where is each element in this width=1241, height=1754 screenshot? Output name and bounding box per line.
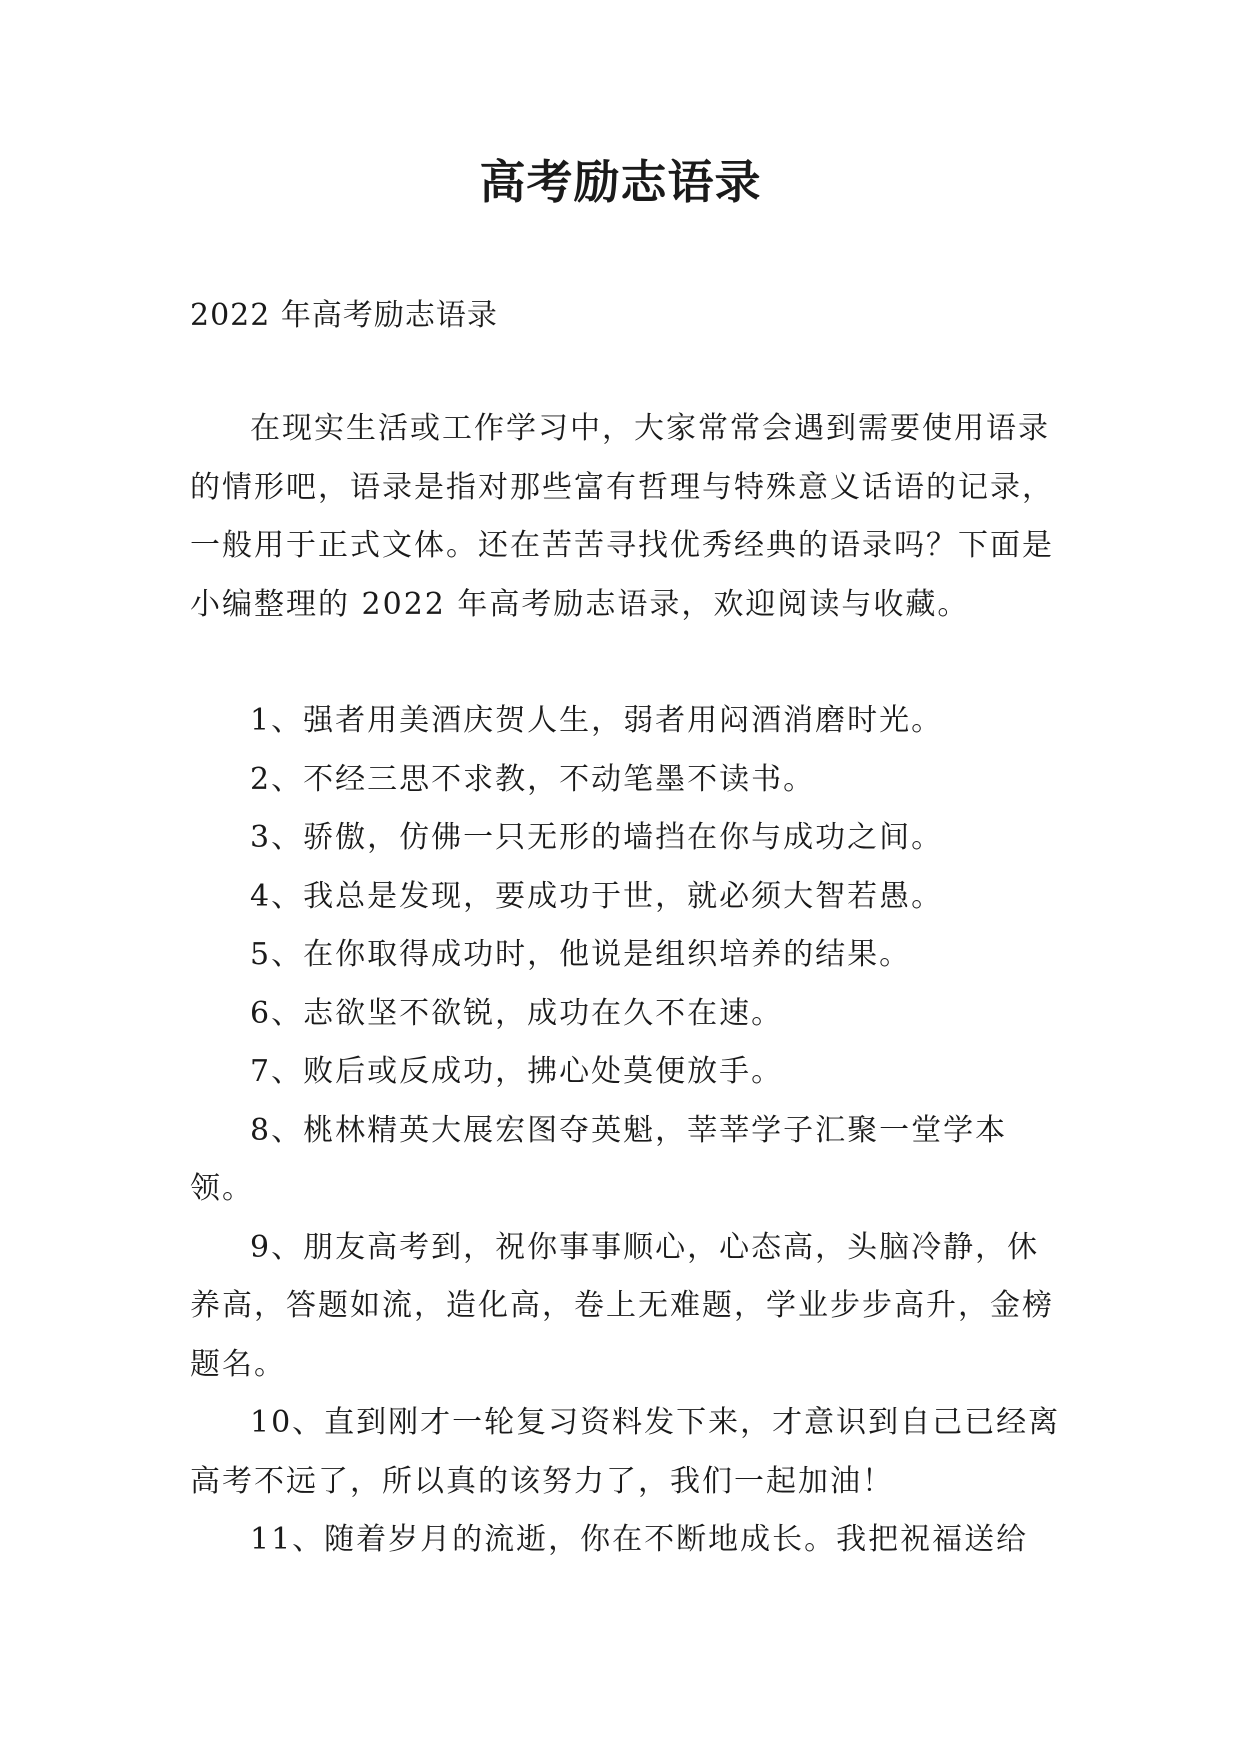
quote-item: 1、强者用美酒庆贺人生，弱者用闷酒消磨时光。	[250, 703, 944, 738]
quote-item: 2、不经三思不求教，不动笔墨不读书。	[250, 761, 816, 797]
intro-paragraph	[190, 400, 1070, 634]
quote-list	[190, 692, 1070, 1570]
intro-text: 在现实生活或工作学习中，大家常常会遇到需要使用语录的情形吧，语录是指对那些富有哲理与特殊意义话语的记录，一般用于正式文体。还在苦苦寻找优秀经典的语录吗？下面是小编整理的 2022 年高考励志语录，欢迎阅读与收藏。	[190, 411, 1054, 622]
quote-item: 11、随着岁月的流逝，你在不断地成长。我把祝福送给	[250, 1522, 1029, 1557]
quote-item: 10、直到刚才一轮复习资料发下来，才意识到自己已经离高考不远了，所以真的该努力了，我们一起加油！	[190, 1405, 1061, 1499]
quote-item: 5、在你取得成功时，他说是组织培养的结果。	[250, 937, 912, 972]
quote-item: 9、朋友高考到，祝你事事顺心，心态高，头脑冷静，休养高，答题如流，造化高，卷上无难题，学业步步高升，金榜题名。	[190, 1229, 1054, 1382]
quote-item: 7、败后或反成功，拂心处莫便放手。	[250, 1054, 784, 1089]
quote-item: 4、我总是发现，要成功于世，就必须大智若愚。	[250, 878, 944, 914]
quote-item: 3、骄傲，仿佛一只无形的墙挡在你与成功之间。	[250, 820, 944, 855]
document-subtitle: 2022 年高考励志语录	[190, 298, 498, 333]
quote-item: 8、桃林精英大展宏图夺英魁，莘莘学子汇聚一堂学本领。	[190, 1112, 1008, 1206]
document-title: 高考励志语录	[479, 155, 762, 209]
quote-item: 6、志欲坚不欲锐，成功在久不在速。	[250, 995, 784, 1031]
